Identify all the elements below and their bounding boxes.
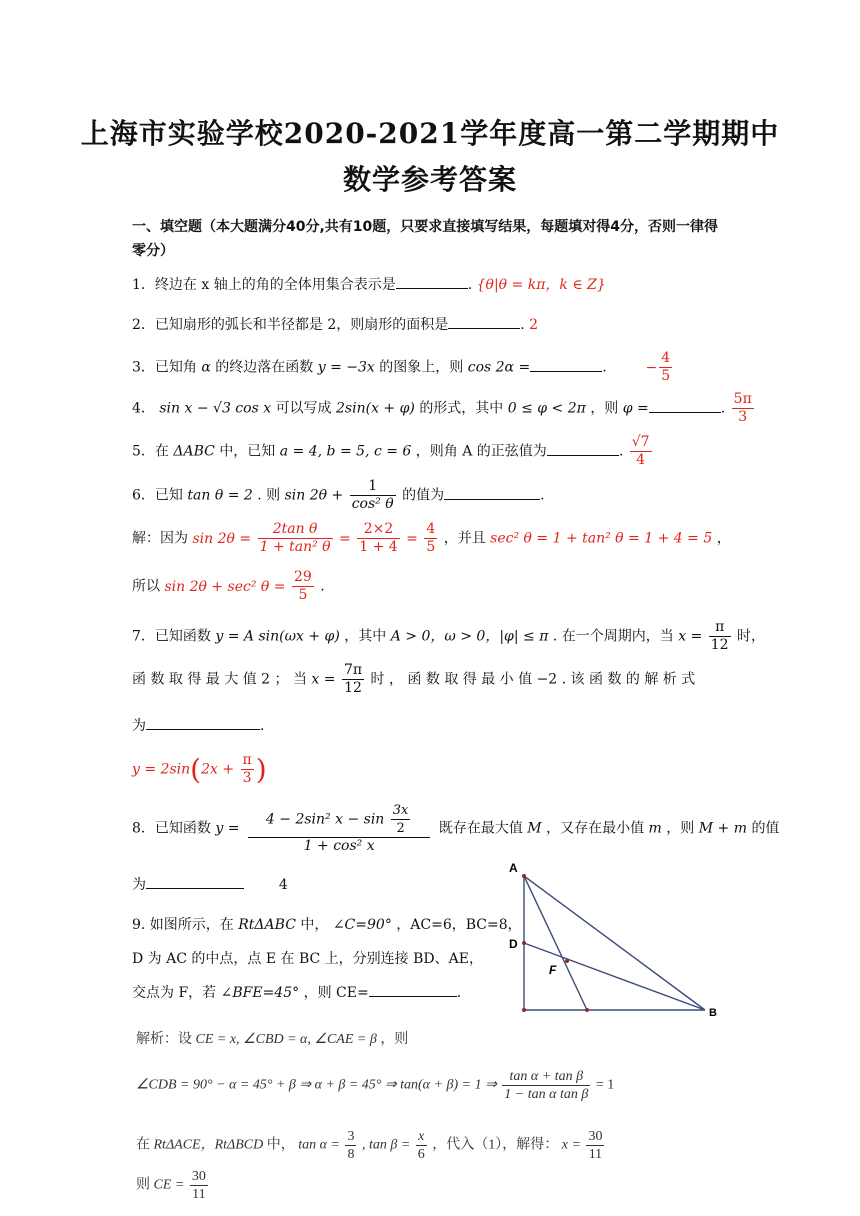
q9-solution-line2: ∠CDB = 90° − α = 45° + β ⇒ α + β = 45° ⇒ tan(α + β) = 1 ⇒ $\frac{\text{tan α + tan β}}{\text{1 − tan α tan β}}$ = 1 (136, 1069, 615, 1102)
question-5: 5．在 ΔABC 中，已知 a = 4, b = 5, c = 6 ，则角 A 的正弦值为 . $\frac{√7}{4}$ (132, 434, 650, 468)
answer-blank (369, 982, 457, 997)
q6-solution-line1: 解：因为 sin 2θ = $\frac{\text{2tan θ}}{\text{1 + tan² θ}}$ = $\frac{2\times 2}{1 + 4}$ = $\frac{4}{5}$ ，并且 sec² θ = 1 + tan² θ = 1 + 4 = 5 ， (132, 521, 731, 555)
answer-blank (530, 357, 602, 372)
question-9-line2: D 为 AC 的中点，点 E 在 BC 上，分别连接 BD、AE， (132, 951, 483, 967)
page-title: 上海市实验学校2020-2021学年度高一第二学期期中 (80, 117, 780, 150)
page-subtitle: 数学参考答案 (342, 163, 517, 196)
q6-solution-line2: 所以 sin 2θ + sec² θ = $\frac{29}{5}$ . (132, 569, 325, 603)
answer-blank (146, 715, 260, 730)
answer-blank (444, 485, 540, 500)
question-4: 4． sin x − √3 cos x 可以写成 2sin(x + φ) 的形式，其中 0 ≤ φ < 2π ，则 φ = . $\frac{5\pi}{3}$ (132, 391, 752, 425)
question-8: 8．已知函数 y = 4 − 2sin² x − sin $\frac{3x}{2}$ 1 + cos² x 既存在最大值 M ，又存在最小值 m ，则 M + m 的值 (132, 803, 780, 854)
answer-blank (547, 441, 619, 456)
label-b: B (709, 1007, 717, 1019)
label-d: D (509, 937, 518, 951)
question-7-line3: 为 . (132, 715, 264, 735)
q9-solution-line1: 解析：设 CE = x, ∠CBD = α, ∠CAE = β ，则 (136, 1032, 409, 1047)
answer-blank (448, 314, 520, 329)
answer-2: 2 (529, 317, 539, 333)
answer-7: y = 2sin(2x + $\frac{\pi}{3}$ ) (132, 752, 267, 786)
q9-solution-line4: 则 CE = $\frac{30}{11}$ (136, 1169, 206, 1202)
answer-blank (146, 874, 244, 889)
section-header: 一、填空题（本大题满分40分,共有10题，只要求直接填写结果，每题填对得4分，否则一律得零分） (132, 219, 719, 259)
answer-8: 4 (278, 877, 288, 893)
label-f: F (549, 963, 557, 977)
answer-5: $\frac{√7}{4}$ (631, 434, 650, 468)
question-8-line2: 为 4 (132, 874, 288, 894)
q9-solution-line3: 在 RtΔACE，RtΔBCD 中， tan α = $\frac{3}{8}$ , tan β = $\frac{x}{6}$ ，代入（1），解得： x = $\frac{30}{11}$ (136, 1129, 603, 1162)
question-9-line3: 交点为 F，若 ∠BFE=45° ，则 CE= . (132, 982, 461, 1002)
question-9: 9. 如图所示，在 RtΔABC 中， ∠C=90° ，AC=6，BC=8， (132, 917, 522, 933)
answer-1: {θ|θ = kπ，k ∈ Z} (476, 277, 606, 293)
triangle-figure (500, 858, 730, 1020)
question-7: 7．已知函数 y = A sin(ωx + φ) ，其中 A > 0，ω > 0，|φ| ≤ π . 在一个周期内，当 x = $\frac{\pi}{12}$ 时， (132, 619, 766, 653)
answer-blank (649, 398, 721, 413)
question-6: 6．已知 tan θ = 2 . 则 sin 2θ + $\frac{1}{\text{cos² θ}}$ 的值为 . (132, 478, 545, 512)
answer-blank (396, 274, 468, 289)
question-2: 2．已知扇形的弧长和半径都是 2，则扇形的面积是 . 2 (132, 314, 538, 334)
label-a: A (509, 861, 518, 875)
answer-3: − $\frac{4}{5}$ (645, 350, 671, 384)
question-3: 3．已知角 α 的终边落在函数 y = −3x 的图象上，则 cos 2α = . − $\frac{4}{5}$ (132, 350, 674, 385)
question-7-line2: 函 数 取 得 最 大 值 2 ； 当 x = $\frac{7\pi}{12}$ 时 ， 函 数 取 得 最 小 值 −2 . 该 函 数 的 解 析 式 (132, 662, 696, 696)
question-1: 1．终边在 x 轴上的角的全体用集合表示是 . {θ|θ = kπ，k ∈ Z} (132, 274, 606, 294)
answer-4: $\frac{5\pi}{3}$ (733, 391, 752, 425)
